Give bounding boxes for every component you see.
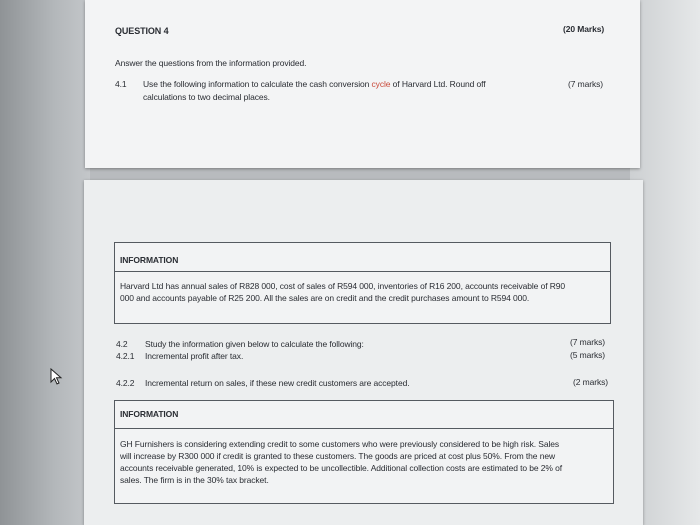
information-box-gh-furnishers [114, 400, 614, 504]
instruction-text: Answer the questions from the information provided. [115, 58, 307, 68]
q41-marks: (7 marks) [568, 79, 603, 89]
information-line: will increase by R300 000 if credit is granted to these customers. The goods are priced at cost plus 50%. From the new [120, 451, 555, 461]
q42-number: 4.2 [116, 339, 128, 349]
q42-marks: (7 marks) [570, 337, 605, 347]
q421-text: Incremental profit after tax. [145, 351, 244, 361]
information-heading: INFORMATION [120, 409, 179, 419]
information-line: accounts receivable generated, 10% is expected to be uncollectible. Additional collection costs are estimated to be 2% of [120, 463, 562, 473]
q42-text: Study the information given below to calculate the following: [145, 339, 364, 349]
information-box-header [115, 243, 610, 272]
q41-text-line2: calculations to two decimal places. [143, 92, 270, 102]
total-marks: (20 Marks) [563, 24, 605, 34]
question-page-top [85, 0, 640, 168]
information-box-header [115, 401, 613, 429]
question-page-bottom [84, 180, 643, 525]
information-line: Harvard Ltd has annual sales of R828 000, cost of sales of R594 000, inventories of R16 200, accounts receivable of R90 [120, 281, 566, 291]
q422-number: 4.2.2 [116, 378, 135, 388]
q41-text-line1 [143, 79, 485, 90]
q41-text-part-c: of Harvard Ltd. Round off [392, 79, 486, 89]
information-line: GH Furnishers is considering extending credit to some customers who were previously considered to be high risk. Sales [120, 439, 560, 449]
information-line: 000 and accounts payable of R25 200. All the sales are on credit and the credit purchases amount to R594 000. [120, 293, 530, 303]
q41-number: 4.1 [115, 79, 127, 89]
q421-marks: (5 marks) [570, 350, 605, 360]
information-heading: INFORMATION [120, 255, 179, 265]
q41-text-part-a: Use the following information to calculate the cash conversion [143, 79, 370, 89]
information-box-harvard [114, 242, 611, 324]
mouse-pointer-icon [50, 368, 64, 391]
q421-number: 4.2.1 [116, 351, 135, 361]
q422-marks: (2 marks) [573, 377, 608, 387]
information-line: sales. The firm is in the 30% tax bracket. [120, 475, 269, 485]
question-title: QUESTION 4 [115, 26, 169, 36]
q41-text-part-b: cycle [371, 79, 391, 89]
background-left [0, 0, 90, 525]
q422-text: Incremental return on sales, if these new credit customers are accepted. [145, 378, 410, 388]
